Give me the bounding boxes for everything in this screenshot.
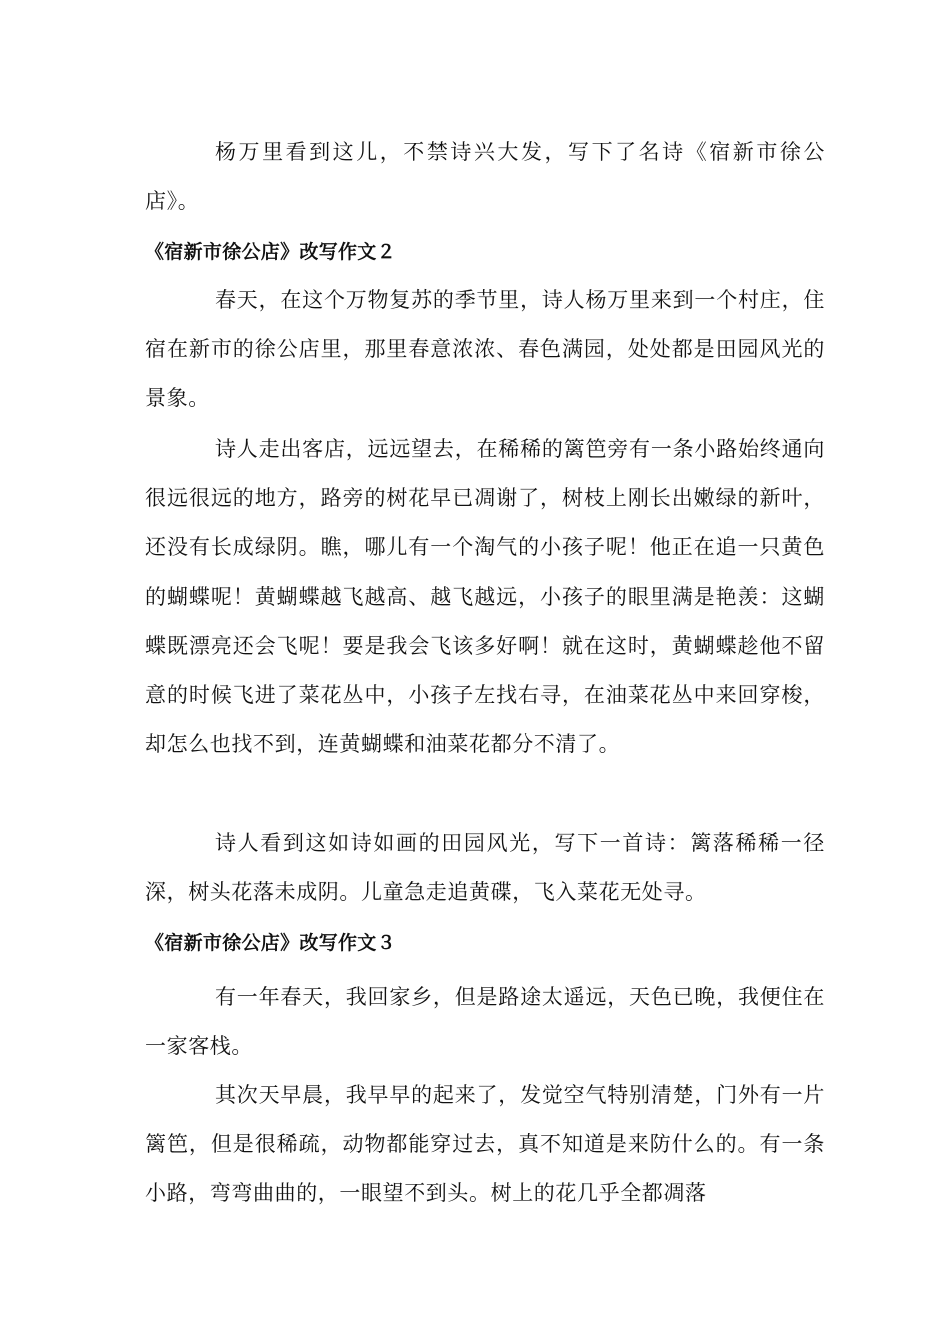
paragraph-4: 诗人看到这如诗如画的田园风光，写下一首诗：篱落稀稀一径深，树头花落未成阴。儿童急走追黄碟，飞入菜花无处寻。 (145, 831, 825, 905)
heading-essay-2: 《宿新市徐公店》改写作文２ (145, 241, 396, 263)
paragraph-6: 其次天早晨，我早早的起来了，发觉空气特别清楚，门外有一片篱笆，但是很稀疏，动物都能穿过去，真不知道是来防什么的。有一条小路，弯弯曲曲的，一眼望不到头。树上的花几乎全都凋落 (145, 1083, 825, 1206)
paragraph-2: 春天，在这个万物复苏的季节里，诗人杨万里来到一个村庄，住宿在新市的徐公店里，那里春意浓浓、春色满园，处处都是田园风光的景象。 (145, 288, 825, 411)
paragraph-3: 诗人走出客店，远远望去，在稀稀的篱笆旁有一条小路始终通向很远很远的地方，路旁的树花早已凋谢了，树枝上刚长出嫩绿的新叶，还没有长成绿阴。瞧，哪儿有一个淘气的小孩子呢！他正在追一只黄色的蝴蝶呢！黄蝴蝶越飞越高、越飞越远，小孩子的眼里满是艳羡：这蝴蝶既漂亮还会飞呢！要是我会飞该多好啊！就在这时，黄蝴蝶趁他不留意的时候飞进了菜花丛中，小孩子左找右寻，在油菜花丛中来回穿梭，却怎么也找不到，连黄蝴蝶和油菜花都分不清了。 (145, 437, 825, 757)
heading-essay-3: 《宿新市徐公店》改写作文３ (145, 932, 396, 954)
paragraph-1: 杨万里看到这儿，不禁诗兴大发，写下了名诗《宿新市徐公店》。 (145, 140, 825, 214)
paragraph-5: 有一年春天，我回家乡，但是路途太遥远，天色已晚，我便住在一家客栈。 (145, 985, 825, 1059)
